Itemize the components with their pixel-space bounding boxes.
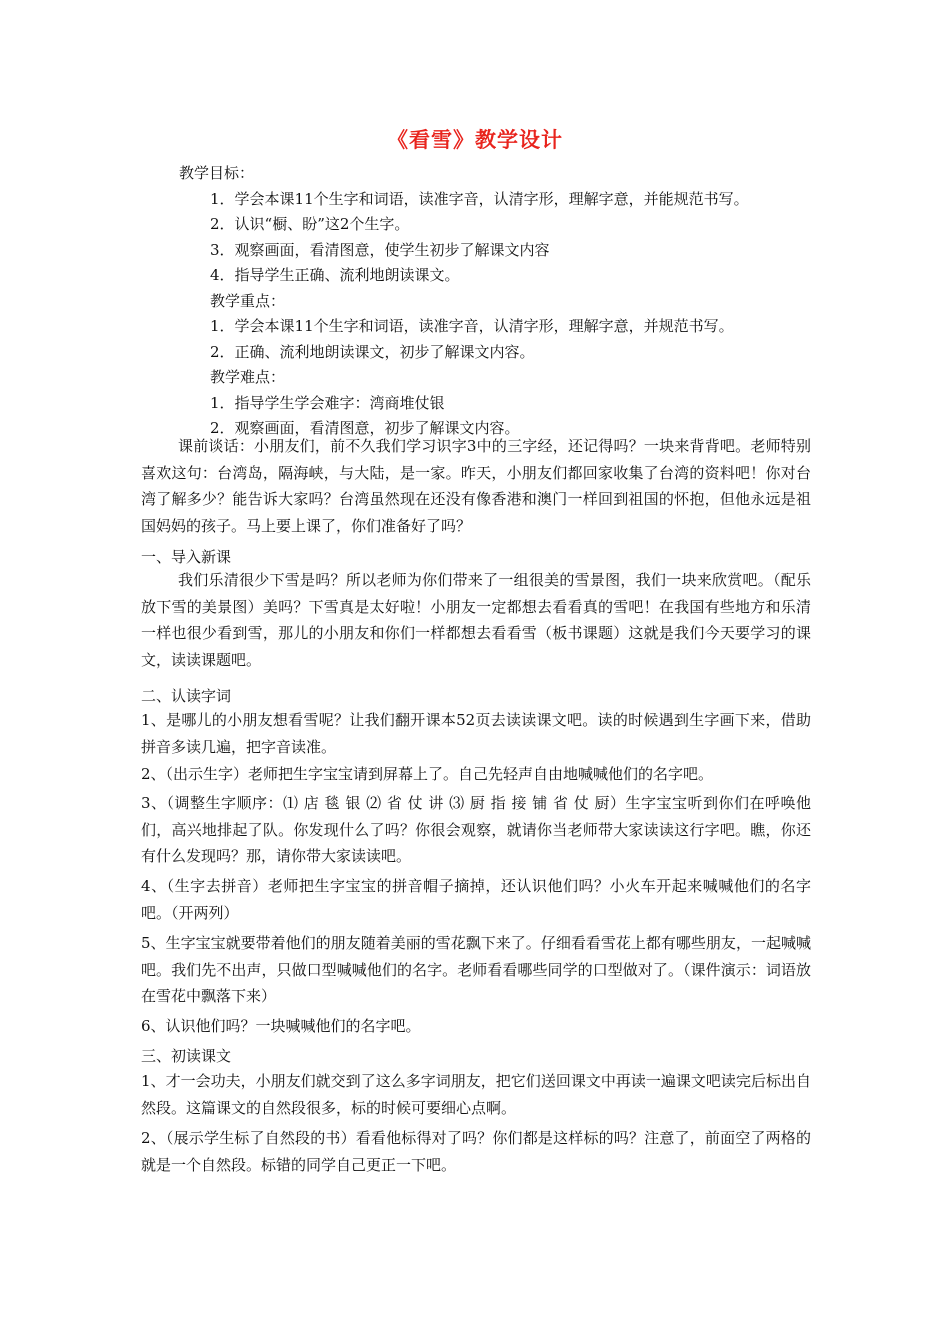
list-item: 2、（展示学生标了自然段的书）看看他标得对了吗？你们都是这样标的吗？注意了，前面空了两格的就是一个自然段。标错的同学自己更正一下吧。	[141, 1129, 811, 1174]
list-item: 5、生字宝宝就要带着他们的朋友随着美丽的雪花飘下来了。仔细看看雪花上都有哪些朋友，一起喊喊吧。我们先不出声，只做口型喊喊他们的名字。老师看看哪些同学的口型做对了。（课件演示：词语放在雪花中飘落下来）	[141, 934, 811, 1005]
list-item: 1、才一会功夫，小朋友们就交到了这么多字词朋友，把它们送回课文中再读一遍课文吧读完后标出自然段。这篇课文的自然段很多，标的时候可要细心点啊。	[141, 1072, 811, 1117]
goal-item: 3．观察画面，看清图意，使学生初步了解课文内容	[210, 241, 550, 259]
pre-class-talk: 课前谈话：小朋友们，前不久我们学习识字3中的三字经，还记得吗？一块来背背吧。老师特别喜欢这句：台湾岛，隔海峡，与大陆，是一家。昨天，小朋友们都回家收集了台湾的资料吧！你对台湾了解多少？能告诉大家吗？台湾虽然现在还没有像香港和澳门一样回到祖国的怀抱，但他永远是祖国妈妈的孩子。马上要上课了，你们准备好了吗？	[141, 437, 811, 535]
goal-item: 4．指导学生正确、流利地朗读课文。	[210, 266, 460, 284]
goals-heading: 教学目标：	[179, 164, 255, 182]
list-item: 1、是哪儿的小朋友想看雪呢？让我们翻开课本52页去读读课文吧。读的时候遇到生字画下来，借助拼音多读几遍，把字音读准。	[141, 711, 811, 756]
list-item: 4、（生字去拼音）老师把生字宝宝的拼音帽子摘掉，还认识他们吗？小火车开起来喊喊他们的名字吧。（开两列）	[141, 877, 811, 922]
section-heading: 一、导入新课	[141, 548, 232, 566]
key-point-item: 2．正确、流利地朗读课文，初步了解课文内容。	[210, 343, 535, 361]
section-heading: 二、认读字词	[141, 687, 232, 705]
key-points-heading: 教学重点：	[210, 292, 286, 310]
list-item: 2、（出示生字）老师把生字宝宝请到屏幕上了。自己先轻声自由地喊喊他们的名字吧。	[141, 765, 714, 783]
difficulty-item: 1．指导学生学会难字：湾商堆仗银	[210, 394, 445, 412]
list-item: 6、认识他们吗？一块喊喊他们的名字吧。	[141, 1017, 421, 1035]
section-heading: 三、初读课文	[141, 1047, 232, 1065]
goal-item: 1．学会本课11个生字和词语，读准字音，认清字形，理解字意，并能规范书写。	[210, 190, 749, 208]
document-title: 《看雪》教学设计	[387, 128, 563, 152]
section-body: 我们乐清很少下雪是吗？所以老师为你们带来了一组很美的雪景图，我们一块来欣赏吧。（配乐放下雪的美景图）美吗？下雪真是太好啦！小朋友一定都想去看看真的雪吧！在我国有些地方和乐清一样也很少看到雪，那儿的小朋友和你们一样都想去看看雪（板书课题）这就是我们今天要学习的课文，读读课题吧。	[141, 571, 811, 669]
goal-item: 2．认识“橱、盼”这2个生字。	[210, 215, 410, 233]
key-point-item: 1．学会本课11个生字和词语，读准字音，认清字形，理解字意，并规范书写。	[210, 317, 734, 335]
difficulty-item: 2．观察画面，看清图意，初步了解课文内容。	[210, 419, 520, 437]
difficulties-heading: 教学难点：	[210, 368, 286, 386]
list-item: 3、（调整生字顺序：⑴ 店 毯 银 ⑵ 省 仗 讲 ⑶ 厨 指 接 铺 省 仗 厨）生字宝宝听到你们在呼唤他们，高兴地排起了队。你发现什么了吗？你很会观察，就请你当老师带大家读读这行字吧。瞧，你还有什么发现吗？那，请你带大家读读吧。	[141, 794, 811, 865]
